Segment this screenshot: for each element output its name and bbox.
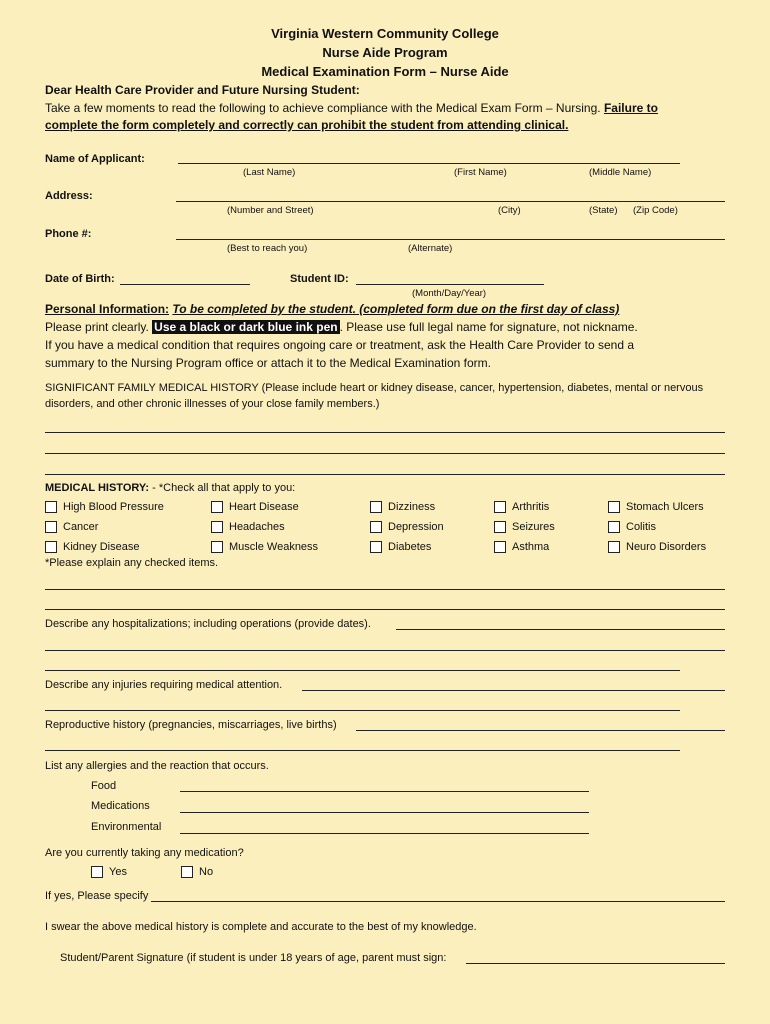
checkbox-cancer[interactable] xyxy=(45,521,57,533)
family-history-text xyxy=(45,382,703,394)
family-history-line-2[interactable] xyxy=(45,453,725,454)
medical-history-heading: MEDICAL HISTORY: xyxy=(45,482,150,494)
condition-text-1: If you have a medical condition that requires ongoing care or treatment, ask the Health Care Provider to send a xyxy=(45,338,634,352)
label-cancer: Cancer xyxy=(63,521,99,533)
checkbox-stomach-ulcers[interactable] xyxy=(608,501,620,513)
middle-name-caption: (Middle Name) xyxy=(589,167,652,178)
checkbox-diabetes[interactable] xyxy=(370,541,382,553)
checkbox-heart-disease[interactable] xyxy=(211,501,223,513)
injuries-field[interactable] xyxy=(302,690,725,691)
specify-label: If yes, Please specify xyxy=(45,890,149,902)
hospitalizations-field[interactable] xyxy=(396,629,725,630)
checkbox-neuro-disorders[interactable] xyxy=(608,541,620,553)
name-field[interactable] xyxy=(178,163,680,164)
failure-warning-1: Failure to xyxy=(603,101,658,115)
city-caption: (City) xyxy=(498,205,521,216)
injuries-label: Describe any injuries requiring medical attention. xyxy=(45,679,283,691)
specify-field[interactable] xyxy=(151,901,725,902)
reproductive-field[interactable] xyxy=(356,730,725,731)
family-history-line-3[interactable] xyxy=(45,474,725,475)
personal-heading-tail: . (completed form due on the first day of class) xyxy=(352,302,620,316)
label-seizures: Seizures xyxy=(512,521,555,533)
label-asthma: Asthma xyxy=(512,541,550,553)
allergies-label: List any allergies and the reaction that occurs. xyxy=(45,760,269,772)
checkbox-no[interactable] xyxy=(181,866,193,878)
ink-instruction: Use a black or dark blue ink pen xyxy=(154,320,338,334)
family-history-text-1: (Please include heart or kidney disease, cancer, hypertension, diabetes, mental or nervous xyxy=(258,382,704,394)
address-field[interactable] xyxy=(176,201,725,202)
student-id-label: Student ID: xyxy=(290,273,349,285)
medication-allergy-field[interactable] xyxy=(180,812,589,813)
student-id-field[interactable] xyxy=(356,284,544,285)
label-arthritis: Arthritis xyxy=(512,501,550,513)
program-name: Nurse Aide Program xyxy=(322,45,448,60)
explain-checked-text: *Please explain any checked items. xyxy=(45,557,219,569)
checkbox-colitis[interactable] xyxy=(608,521,620,533)
checkbox-kidney-disease[interactable] xyxy=(45,541,57,553)
label-stomach-ulcers: Stomach Ulcers xyxy=(626,501,704,513)
label-yes: Yes xyxy=(109,866,127,878)
reproductive-label: Reproductive history (pregnancies, miscarriages, live births) xyxy=(45,719,337,731)
label-kidney-disease: Kidney Disease xyxy=(63,541,140,553)
hospitalizations-label: Describe any hospitalizations; including operations (provide dates). xyxy=(45,618,371,630)
hospitalizations-line-2[interactable] xyxy=(45,650,725,651)
dob-format-caption: (Month/Day/Year) xyxy=(412,288,487,299)
phone-field[interactable] xyxy=(176,239,725,240)
hospitalizations-line-3[interactable] xyxy=(45,670,680,671)
salutation: Dear Health Care Provider and Future Nursing Student: xyxy=(45,83,360,97)
zip-caption: (Zip Code) xyxy=(633,205,678,216)
family-history-line-1[interactable] xyxy=(45,432,725,433)
medications-label: Medications xyxy=(91,800,150,812)
intro-text xyxy=(45,101,658,115)
last-name-caption: (Last Name) xyxy=(243,167,296,178)
alternate-phone-caption: (Alternate) xyxy=(408,243,453,254)
print-instruction xyxy=(45,320,638,334)
legal-name-instruction: . Please use full legal name for signature, not nickname. xyxy=(339,320,638,334)
checkbox-dizziness[interactable] xyxy=(370,501,382,513)
condition-text-2: summary to the Nursing Program office or attach it to the Medical Examination form. xyxy=(45,356,491,370)
form-title: Medical Examination Form – Nurse Aide xyxy=(261,64,509,79)
state-caption: (State) xyxy=(589,205,618,216)
family-history-text-2: disorders, and other chronic illnesses of your close family members.) xyxy=(45,398,380,410)
best-phone-caption: (Best to reach you) xyxy=(227,243,308,254)
checkbox-headaches[interactable] xyxy=(211,521,223,533)
medical-history-heading-row xyxy=(45,482,295,494)
checkbox-yes[interactable] xyxy=(91,866,103,878)
label-colitis: Colitis xyxy=(626,521,656,533)
phone-label: Phone #: xyxy=(45,228,92,240)
food-label: Food xyxy=(91,780,117,792)
label-neuro-disorders: Neuro Disorders xyxy=(626,541,707,553)
checkbox-arthritis[interactable] xyxy=(494,501,506,513)
label-heart-disease: Heart Disease xyxy=(229,501,299,513)
environmental-label: Environmental xyxy=(91,821,162,833)
personal-info-heading xyxy=(45,302,619,316)
food-allergy-field[interactable] xyxy=(180,791,589,792)
failure-warning-2: complete the form completely and correctly can prohibit the student from attending clinical. xyxy=(45,118,569,132)
personal-heading-italic: To be completed by the student xyxy=(172,302,353,316)
taking-medication-label: Are you currently taking any medication? xyxy=(45,847,244,859)
intro-text-1: Take a few moments to read the following to achieve compliance with the Medical Exam Form – Nursing. xyxy=(45,101,601,115)
college-name: Virginia Western Community College xyxy=(271,26,499,41)
print-clearly: Please print clearly. xyxy=(45,320,149,334)
family-history-heading: SIGNIFICANT FAMILY MEDICAL HISTORY xyxy=(45,382,259,394)
checkbox-muscle-weakness[interactable] xyxy=(211,541,223,553)
medical-history-instruction: - *Check all that apply to you: xyxy=(149,482,296,494)
label-depression: Depression xyxy=(388,521,444,533)
environmental-allergy-field[interactable] xyxy=(180,833,589,834)
label-muscle-weakness: Muscle Weakness xyxy=(229,541,319,553)
label-high-blood-pressure: High Blood Pressure xyxy=(63,501,164,513)
injuries-line-2[interactable] xyxy=(45,710,680,711)
reproductive-line-2[interactable] xyxy=(45,750,680,751)
address-label: Address: xyxy=(45,190,93,202)
checkbox-depression[interactable] xyxy=(370,521,382,533)
first-name-caption: (First Name) xyxy=(454,167,507,178)
checkbox-seizures[interactable] xyxy=(494,521,506,533)
signature-label: Student/Parent Signature (if student is under 18 years of age, parent must sign: xyxy=(60,952,447,964)
explain-line-2[interactable] xyxy=(45,609,725,610)
label-headaches: Headaches xyxy=(229,521,285,533)
label-dizziness: Dizziness xyxy=(388,501,436,513)
swear-statement: I swear the above medical history is complete and accurate to the best of my knowledge. xyxy=(45,921,477,933)
dob-label: Date of Birth: xyxy=(45,273,115,285)
label-no: No xyxy=(199,866,214,878)
name-label: Name of Applicant: xyxy=(45,153,145,165)
checkbox-asthma[interactable] xyxy=(494,541,506,553)
dob-field[interactable] xyxy=(120,284,250,285)
checkbox-high-blood-pressure[interactable] xyxy=(45,501,57,513)
street-caption: (Number and Street) xyxy=(227,205,314,216)
personal-heading-label: Personal Information: xyxy=(45,302,170,316)
explain-line-1[interactable] xyxy=(45,589,725,590)
signature-field[interactable] xyxy=(466,963,725,964)
label-diabetes: Diabetes xyxy=(388,541,432,553)
